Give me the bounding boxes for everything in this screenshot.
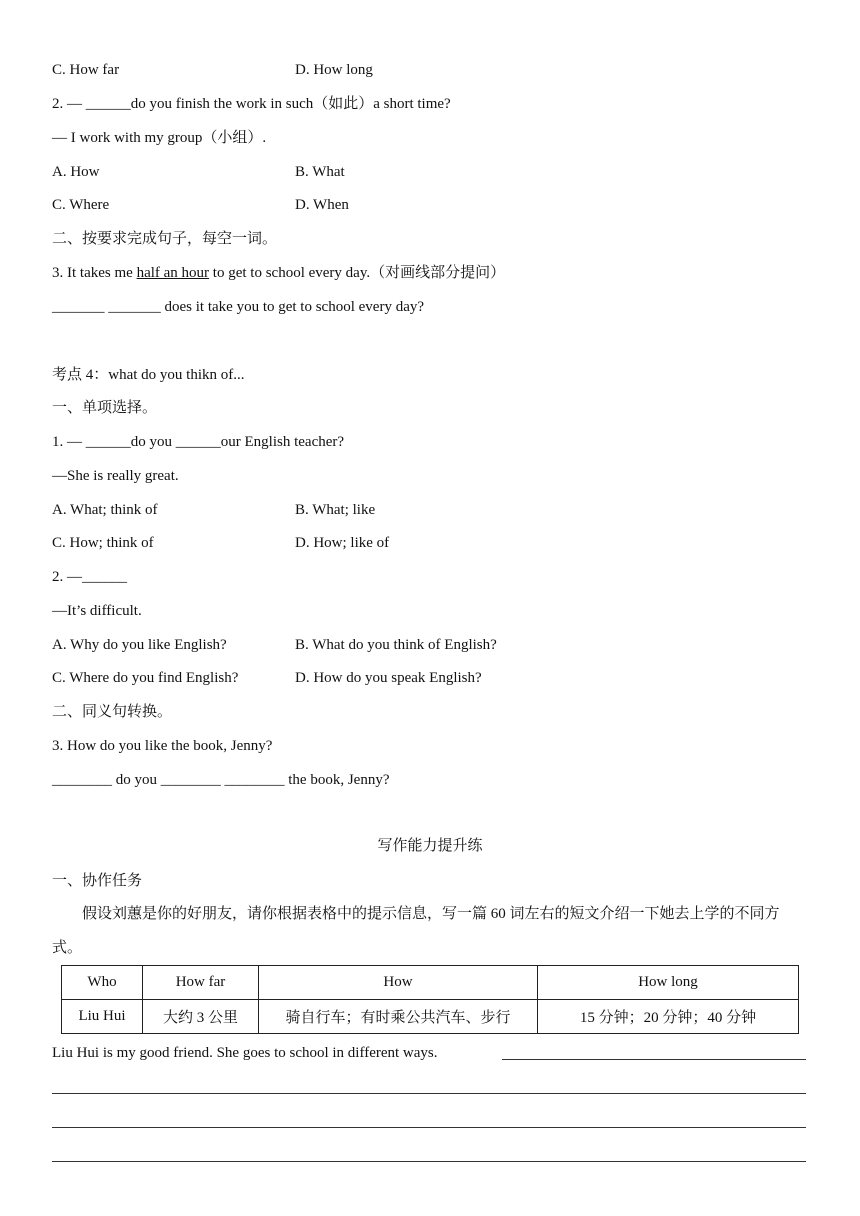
writing-starter: Liu Hui is my good friend. She goes to school in different ways.	[52, 1045, 438, 1061]
table-header-cell: How	[259, 966, 538, 1000]
section-heading: 一、单项选择。	[52, 400, 158, 416]
question-3-prefix: 3. It takes me	[52, 265, 137, 281]
option-a: A. How	[52, 164, 100, 180]
option-d: D. When	[295, 197, 349, 213]
table-cell: 骑自行车；有时乘公共汽车、步行	[259, 1000, 538, 1034]
underlined-phrase: half an hour	[136, 265, 210, 281]
question-2: 2. —______	[52, 569, 127, 585]
writing-section-heading: 一、协作任务	[52, 873, 143, 889]
option-c: C. How; think of	[52, 535, 154, 551]
option-c-line: C. How far	[52, 62, 120, 78]
answer-line: —It’s difficult.	[52, 603, 142, 619]
answer-rule	[52, 1161, 806, 1162]
option-b: B. What; like	[295, 502, 376, 518]
info-table	[61, 965, 799, 1034]
question-2: 2. — ______do you finish the work in such（如此）a short time?	[52, 96, 451, 112]
section-heading: 二、按要求完成句子，每空一词。	[52, 231, 278, 247]
table-header-row	[62, 966, 799, 1000]
table-header-cell: How far	[143, 966, 259, 1000]
option-b: B. What	[295, 164, 345, 180]
option-d: D. How; like of	[295, 535, 390, 551]
question-1: 1. — ______do you ______our English teacher?	[52, 434, 345, 450]
question-3-suffix: to get to school every day.（对画线部分提问）	[209, 265, 506, 281]
table-cell: 大约 3 公里	[143, 1000, 259, 1034]
answer-rule	[52, 1093, 806, 1094]
writing-title: 写作能力提升练	[377, 838, 483, 854]
option-a: A. What; think of	[52, 502, 158, 518]
question-3	[52, 263, 505, 283]
table-cell: Liu Hui	[62, 1000, 143, 1034]
fill-in-line: _______ _______ does it take you to get to school every day?	[52, 299, 425, 315]
option-c: C. Where	[52, 197, 110, 213]
table-row	[62, 1000, 799, 1034]
option-d-line: D. How long	[295, 62, 373, 78]
fill-in-line: ________ do you ________ ________ the book, Jenny?	[52, 772, 390, 788]
answer-line: — I work with my group（小组）.	[52, 130, 267, 146]
writing-prompt: 假设刘蕙是你的好朋友，请你根据表格中的提示信息，写一篇 60 词左右的短文介绍一下她去上学的不同方式。	[52, 906, 780, 956]
table-cell: 15 分钟；20 分钟；40 分钟	[538, 1000, 799, 1034]
option-b: B. What do you think of English?	[295, 637, 497, 653]
key-point-heading: 考点 4：what do you thikn of...	[52, 367, 245, 383]
table-header-cell: Who	[62, 966, 143, 1000]
option-c: C. Where do you find English?	[52, 670, 239, 686]
answer-line: —She is really great.	[52, 468, 179, 484]
section-heading: 二、同义句转换。	[52, 704, 173, 720]
question-3: 3. How do you like the book, Jenny?	[52, 738, 273, 754]
answer-rule	[502, 1059, 806, 1060]
option-d: D. How do you speak English?	[295, 670, 482, 686]
answer-rule	[52, 1127, 806, 1128]
table-header-cell: How long	[538, 966, 799, 1000]
option-a: A. Why do you like English?	[52, 637, 227, 653]
